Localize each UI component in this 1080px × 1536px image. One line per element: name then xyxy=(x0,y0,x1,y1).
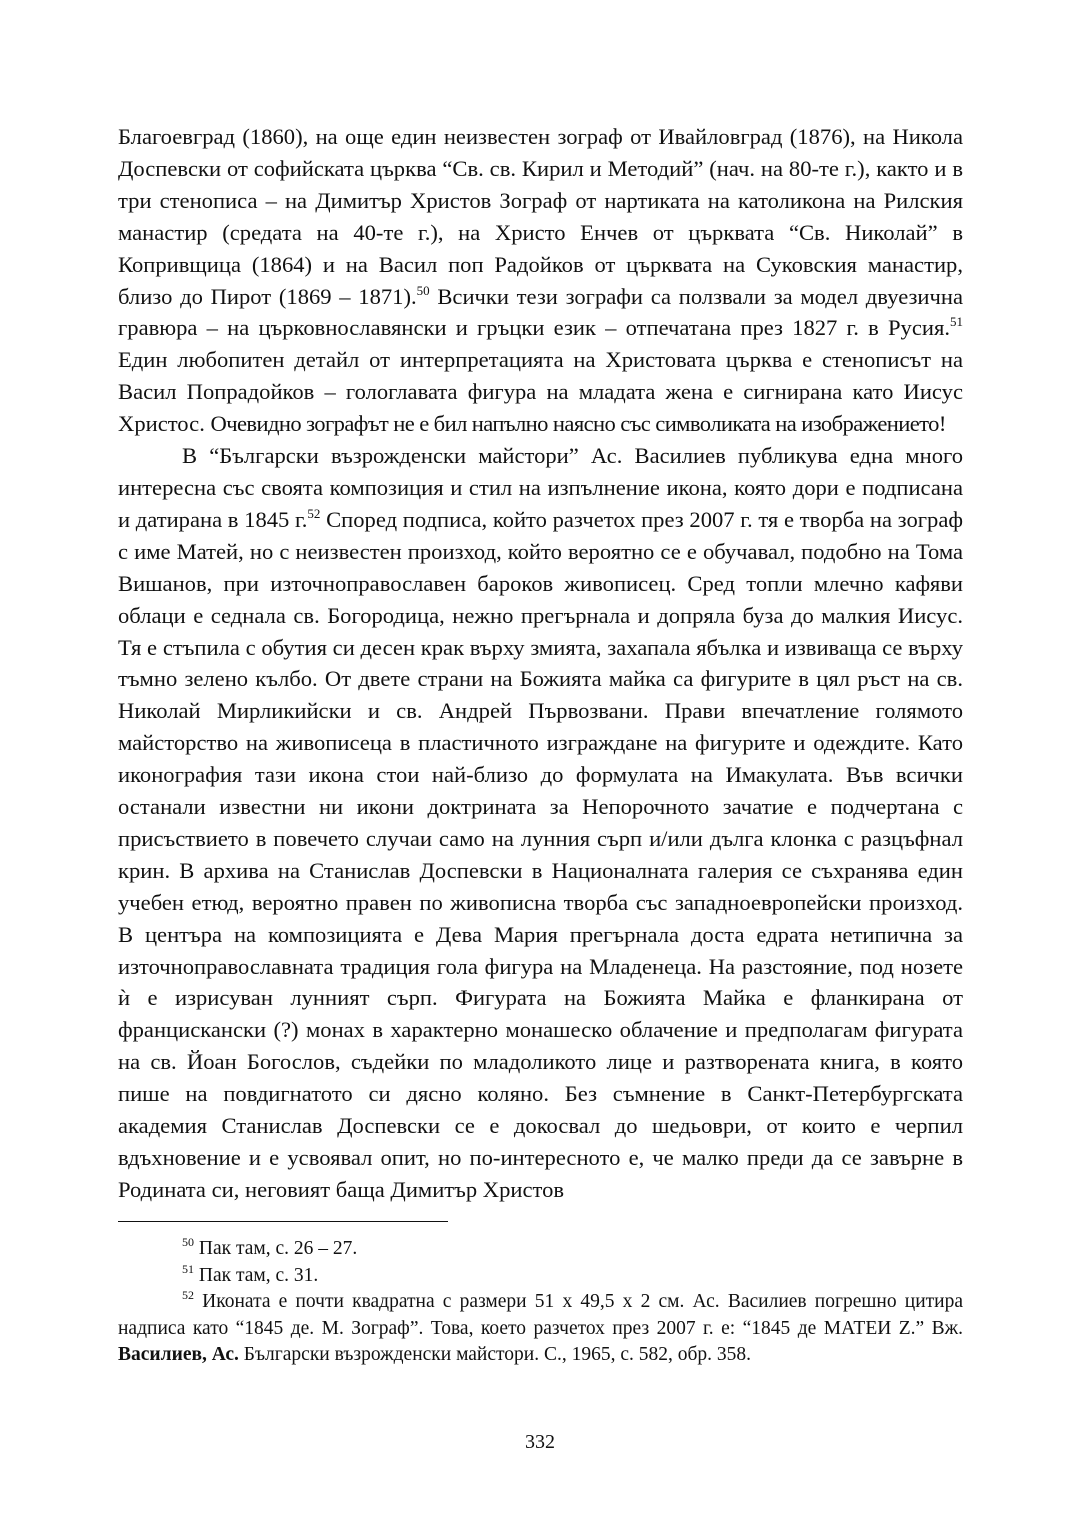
footnote xyxy=(118,1236,963,1263)
paragraph-text: Според подписа, който разчетох през 2007 г. тя е творба на зограф с име Матей, но с неизвестен произход, който вероятно се е обучавал, подобно на Тома Вишанов, при източноправославен бароков живописец. Сред топли млечно кафяви облаци е седнала св. Богородица, нежно прегърнала и допряла буза до малкия Иисус. Тя е стъпила с обутия си десен крак върху змията, захапала ябълка и извиваща се върху тъмно зелено кълбо. От двете страни на Божията майка са фигурите в цял ръст на св. Николай Мирликийски и св. Андрей Първозвани. Прави впечатление голямото майсторство на живописеца в пластичното изграждане на фигурите и одеждите. Като иконография тази икона стои най-близо до формулата на Имакулата. Във всички останали известни ни икони доктрината за Непорочното зачатие е подчертана с присъствието в повечето случаи само на лунния сърп и/или дълга клонка с разцъфнал крин. В архива на Станислав Доспевски в Националната галерия се съхранява един учебен етюд, вероятно правен по живописна творба със западноевропейски произход. В центъра на композицията е Дева Мария прегърнала доста едрата нетипична за източноправославната традиция гола фигура на Младенеца. На разстояние, под нозете ѝ е изрисуван лунният сърп. Фигурата на Божията Майка е фланкирана от францискански (?) монах в характерно монашеско облачение и предполагам фигурата на св. Йоан Богослов, съдейки по младоликото лице и разтворената книга, в която пише на повдигнатото си дясно коляно. Без съмнение в Санкт-Петербургската академия Станислав Доспевски се е докосвал до шедьоври, от които е черпил вдъхновение и е усвоявал опит, но по-интересното е, че малко преди да се завърне в Родината си, неговият баща Димитър Христов xyxy=(118,506,963,1202)
footnote-separator xyxy=(118,1221,448,1222)
footnote-ref: 50 xyxy=(416,282,430,298)
footnote-ref: 52 xyxy=(307,505,321,521)
footnote xyxy=(118,1289,963,1369)
paragraph-text: Благоевград (1860), на още един неизвестен зограф от Ивайловград (1876), на Никола Доспевски от софийската църква “Св. св. Кирил и Методий” (нач. на 80-те г.), както и в три стенописа – на Димитър Христов Зограф от нартиката на католикона на Рилския манастир (средата на 40-те г.), на Христо Енчев от църквата “Св. Николай” в Копривщица (1864) и на Васил поп Радойков от църквата на Суковския манастир, близо до Пирот (1869 – 1871). xyxy=(118,124,963,309)
footnote-text: Пак там, с. 26 – 27. xyxy=(194,1238,358,1259)
footnote-number: 51 xyxy=(182,1261,194,1276)
footnote xyxy=(118,1263,963,1290)
paragraph-text: Един любопитен детайл от интерпретацията на Христовата църква е стенописът на Васил Попрадойков – гологлавата фигура на младата жена е сигнирана като Иисус Христос. xyxy=(118,347,963,437)
paragraph xyxy=(118,440,963,1206)
body-text xyxy=(118,121,963,1206)
footnotes xyxy=(118,1236,963,1369)
footnote-text: Пак там, с. 31. xyxy=(194,1264,319,1286)
footnote-text: Иконата е почти квадратна с размери 51 х 49,5 х 2 см. Ас. Василиев погрешно цитира надписа като “1845 де. М. Зограф”. Това, което разчетох през 2007 г. е: “1845 де МАТЕИ Z.” Вж. xyxy=(118,1291,963,1339)
footnote-number: 50 xyxy=(182,1235,194,1249)
paragraph xyxy=(118,121,963,440)
footnote-text: Български възрожденски майстори. С., 1965, с. 582, обр. 358. xyxy=(238,1344,752,1366)
paragraph-text: Всички тези зографи са ползвали за модел двуезична гравюра – на църковнославянски и гръцки език – отпечатана през 1827 г. в Русия. xyxy=(118,283,963,341)
paragraph-text: В “Български възрожденски майстори” Ас. Василиев публикува една много интересна със своята композиция и стил на изпълнение икона, която дори е подписана и датирана в 1845 г. xyxy=(118,443,963,532)
footnote-author: Василиев, Ас. xyxy=(118,1344,239,1366)
paragraph-text: Очевидно зографът не е бил напълно наясно със символиката на изображението! xyxy=(210,411,946,437)
footnote-ref: 51 xyxy=(950,314,963,330)
page-number: 332 xyxy=(525,1431,555,1453)
footnote-number: 52 xyxy=(182,1288,194,1303)
